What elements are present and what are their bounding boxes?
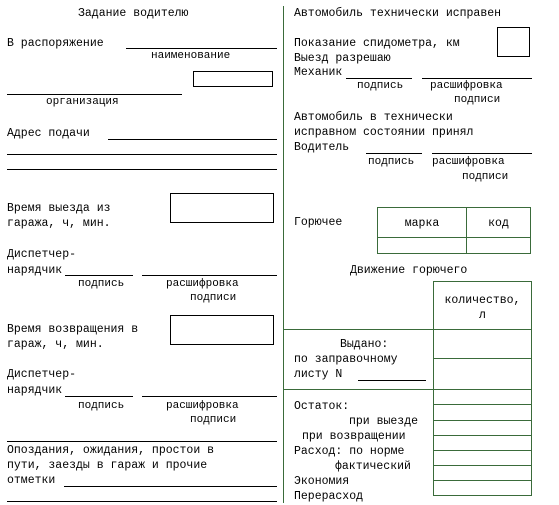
dispatcher-2-decode-caption-a: расшифровка (166, 400, 239, 412)
mechanic-decode-caption-b: подписи (454, 94, 501, 106)
delays-label-2: пути, заезды в гараж и прочие (7, 459, 208, 472)
fuel-card-number-line[interactable] (358, 380, 426, 381)
delays-top-line (7, 441, 277, 442)
accepted-label-2: исправном состоянии принял (294, 126, 474, 139)
vehicle-ok-title: Автомобиль технически исправен (294, 7, 502, 20)
speedometer-label: Показание спидометра, км (294, 37, 460, 50)
dispatcher-2-decode-caption-b: подписи (190, 414, 237, 426)
dispatcher-2-decode-line[interactable] (142, 396, 277, 397)
disposal-label: В распоряжение (7, 37, 104, 50)
consumption-label: Расход: по норме (294, 445, 405, 458)
exit-allowed-label: Выезд разрешаю (294, 52, 391, 65)
dispatcher-1-label-b: нарядчик (7, 264, 63, 277)
actual-quantity-cell[interactable] (434, 451, 531, 464)
actual-label: фактический (335, 460, 411, 473)
dispatcher-1-decode-caption-b: подписи (190, 292, 237, 304)
delays-label-1: Опоздания, ожидания, простои в (7, 444, 215, 457)
speedometer-box[interactable] (497, 27, 530, 57)
fuel-code-header: код (488, 217, 509, 230)
overrun-label: Перерасход (294, 490, 364, 503)
mechanic-label: Механик (294, 66, 343, 79)
fuel-card-label-2: листу N (294, 368, 343, 381)
mechanic-decode-caption-a: расшифровка (430, 80, 503, 92)
depart-time-label-1: Время выезда из (7, 202, 111, 215)
mechanic-sign-caption: подпись (357, 80, 404, 92)
economy-quantity-cell[interactable] (434, 466, 531, 479)
remainder-row-line-7 (433, 495, 531, 496)
dispatcher-1-label-a: Диспетчер- (7, 248, 77, 261)
norm-quantity-cell[interactable] (434, 436, 531, 449)
issued-quantity-cell[interactable] (434, 359, 531, 388)
fuel-movement-title: Движение горючего (350, 264, 468, 277)
driver-decode-caption-a: расшифровка (432, 156, 505, 168)
quantity-header-top (433, 281, 531, 282)
fuel-label: Горючее (294, 216, 343, 229)
driver-sign-caption: подпись (368, 156, 415, 168)
fuel-card-label-1: по заправочному (294, 353, 398, 366)
organization-line[interactable] (7, 94, 182, 95)
accepted-label-1: Автомобиль в технически (294, 111, 453, 124)
dispatcher-1-sign-line[interactable] (65, 275, 133, 276)
delays-line-2[interactable] (7, 501, 277, 502)
delays-line-1[interactable] (64, 486, 277, 487)
fuel-code-cell[interactable] (467, 238, 530, 253)
economy-label: Экономия (294, 475, 350, 488)
at-exit-quantity-cell[interactable] (434, 405, 531, 419)
at-return-quantity-cell[interactable] (434, 421, 531, 434)
organization-box[interactable] (193, 71, 273, 87)
fuel-brand-header: марка (404, 217, 440, 230)
remainder-label: Остаток: (294, 400, 350, 413)
overrun-quantity-cell[interactable] (434, 481, 531, 494)
quantity-header-1: количество, (444, 294, 521, 307)
address-line-1[interactable] (108, 139, 277, 140)
at-exit-label: при выезде (349, 415, 419, 428)
issued-label: Выдано: (340, 338, 389, 351)
driver-decode-line[interactable] (432, 153, 532, 154)
header-bottom-line (283, 329, 531, 330)
delays-label-3: отметки (7, 474, 56, 487)
driver-label: Водитель (294, 141, 350, 154)
disposal-line[interactable] (126, 48, 277, 49)
issued-bottom-line (283, 389, 531, 390)
fuel-brand-cell[interactable] (378, 238, 466, 253)
quantity-header-2: л (479, 309, 486, 322)
driver-sign-line[interactable] (366, 153, 422, 154)
depart-time-box[interactable] (170, 193, 274, 223)
address-line-3[interactable] (7, 169, 277, 170)
at-return-label: при возвращении (302, 430, 406, 443)
quantity-column-right-line (531, 281, 532, 496)
dispatcher-2-sign-line[interactable] (65, 396, 133, 397)
mechanic-decode-line[interactable] (422, 78, 532, 79)
dispatcher-1-decode-line[interactable] (142, 275, 277, 276)
address-line-2[interactable] (7, 154, 277, 155)
dispatcher-2-sign-caption: подпись (78, 400, 125, 412)
column-divider (283, 6, 284, 503)
name-caption: наименование (151, 50, 231, 62)
return-time-box[interactable] (170, 315, 274, 345)
mechanic-sign-line[interactable] (346, 78, 412, 79)
dispatcher-2-label-b: нарядчик (7, 384, 63, 397)
driver-task-title: Задание водителю (78, 7, 189, 20)
driver-decode-caption-b: подписи (462, 171, 509, 183)
dispatcher-2-label-a: Диспетчер- (7, 368, 77, 381)
organization-caption: организация (46, 96, 119, 108)
address-label: Адрес подачи (7, 127, 90, 140)
return-time-label-1: Время возвращения в (7, 323, 139, 336)
dispatcher-1-sign-caption: подпись (78, 278, 125, 290)
dispatcher-1-decode-caption-a: расшифровка (166, 278, 239, 290)
return-time-label-2: гараж, ч, мин. (7, 338, 104, 351)
depart-time-label-2: гаража, ч, мин. (7, 217, 111, 230)
